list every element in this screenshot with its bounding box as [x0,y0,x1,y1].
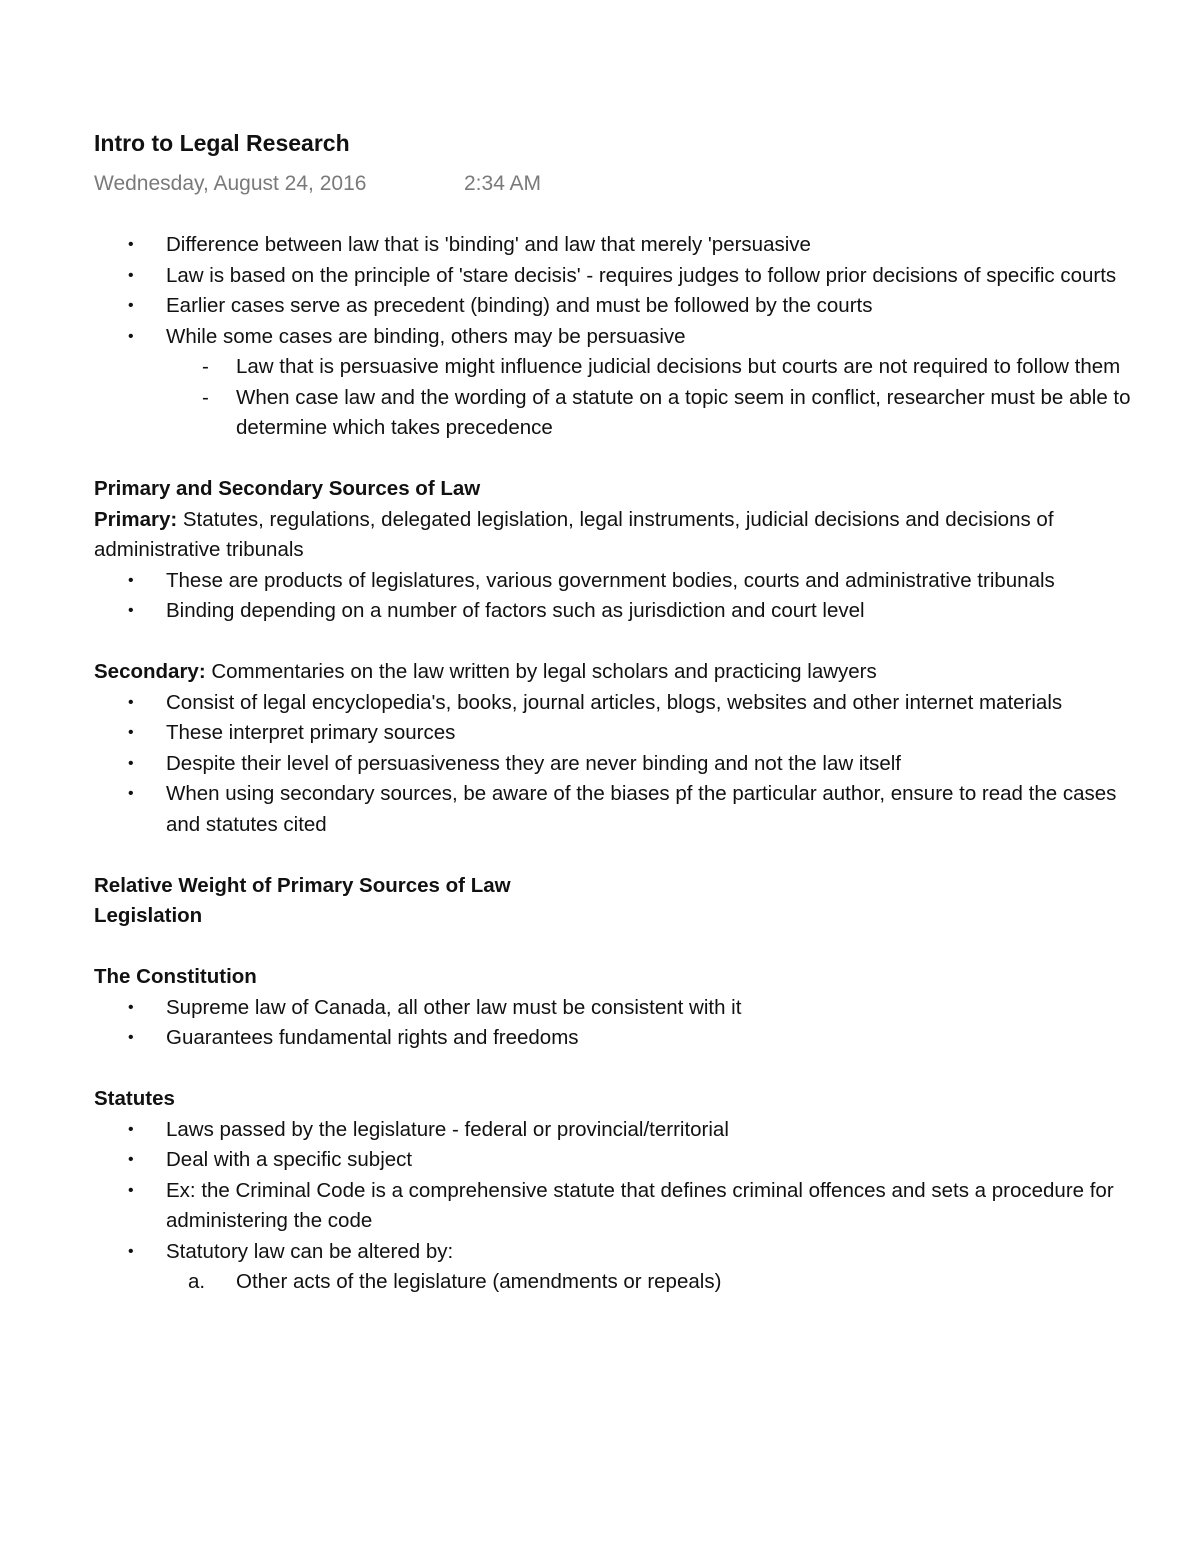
list-item: • Ex: the Criminal Code is a comprehensive statute that defines criminal offences and sets a procedure for administering the code [94,1176,1134,1237]
list-item: • Laws passed by the legislature - federal or provincial/territorial [94,1115,1134,1146]
bullet-icon: • [128,785,134,802]
note-body [94,230,1134,1298]
secondary-definition [94,657,1134,688]
bullet-icon: • [128,998,134,1016]
spacer [94,627,1134,658]
list-item: • When using secondary sources, be aware of the biases pf the particular author, ensure to read the cases and statutes cited [94,779,1134,840]
list-item: • Supreme law of Canada, all other law must be consistent with it [94,993,1134,1024]
primary-text: Statutes, regulations, delegated legislation, legal instruments, judicial decisions and decisions of administrative tribunals [94,507,1054,561]
intro-bullet-list [94,230,1134,444]
intro-sub-list [166,352,1134,444]
statutes-heading: Statutes [94,1087,175,1110]
sub-list-item: - When case law and the wording of a statute on a topic seem in conflict, researcher must be able to determine which takes precedence [166,383,1134,444]
bullet-icon: • [128,1181,134,1199]
list-item: • Statutory law can be altered by: a. Other acts of the legislature (amendments or repeals) [94,1237,1134,1298]
list-marker: a. [188,1270,206,1293]
bullet-icon: • [128,236,134,253]
bullet-icon: • [128,327,134,345]
spacer [94,840,1134,871]
bullet-icon: • [128,1242,134,1260]
constitution-bullet-list [94,993,1134,1054]
primary-label: Primary: [94,507,178,531]
list-item: • Binding depending on a number of factors such as jurisdiction and court level [94,596,1134,627]
dash-icon: - [202,385,209,409]
bullet-icon: • [128,1029,134,1046]
spacer [94,1054,1134,1085]
bullet-icon: • [128,571,134,589]
constitution-heading: The Constitution [94,965,257,988]
bullet-icon: • [128,693,134,711]
primary-bullet-list [94,566,1134,627]
bullet-icon: • [128,602,134,619]
note-date: Wednesday, August 24, 2016 [94,172,367,195]
primary-definition [94,505,1134,566]
dash-icon: - [202,355,209,378]
bullet-icon: • [128,754,134,772]
list-item: • Deal with a specific subject [94,1145,1134,1176]
secondary-text: Commentaries on the law written by legal scholars and practicing lawyers [205,660,877,683]
list-item: • Earlier cases serve as precedent (binding) and must be followed by the courts [94,291,1134,322]
list-item: • Difference between law that is 'binding' and law that merely 'persuasive [94,230,1134,261]
note-datetime [94,170,542,198]
secondary-bullet-list [94,688,1134,841]
sub-list-item: - Law that is persuasive might influence judicial decisions but courts are not required to follow them [166,352,1134,383]
statutes-sub-list [166,1267,1134,1298]
list-item: • These are products of legislatures, various government bodies, courts and administrative tribunals [94,566,1134,597]
bullet-icon: • [128,724,134,741]
bullet-icon: • [128,1120,134,1138]
list-item: • Law is based on the principle of 'stare decisis' - requires judges to follow prior decisions of specific courts [94,261,1134,292]
note-time: 2:34 AM [464,172,542,195]
list-item: • Consist of legal encyclopedia's, books, journal articles, blogs, websites and other internet materials [94,688,1134,719]
list-item: • These interpret primary sources [94,718,1134,749]
sub-list-item: a. Other acts of the legislature (amendments or repeals) [166,1267,1134,1298]
secondary-label: Secondary: [94,660,206,683]
sources-heading: Primary and Secondary Sources of Law [94,477,481,500]
legislation-heading: Legislation [94,904,203,927]
bullet-icon: • [128,297,134,314]
bullet-icon: • [128,1151,134,1168]
list-item: • Despite their level of persuasiveness they are never binding and not the law itself [94,749,1134,780]
spacer [94,444,1134,475]
list-item: • Guarantees fundamental rights and freedoms [94,1023,1134,1054]
spacer [94,932,1134,963]
page-title: Intro to Legal Research [94,130,350,156]
bullet-icon: • [128,266,134,284]
statutes-bullet-list [94,1115,1134,1298]
list-item: • While some cases are binding, others may be persuasive - Law that is persuasive might influence judicial decisions but courts are not required to follow them - When case law and the wording of a statute on a topic seem in conflict, researcher must be able to determine which takes precedence [94,322,1134,444]
weight-heading: Relative Weight of Primary Sources of Law [94,873,511,897]
